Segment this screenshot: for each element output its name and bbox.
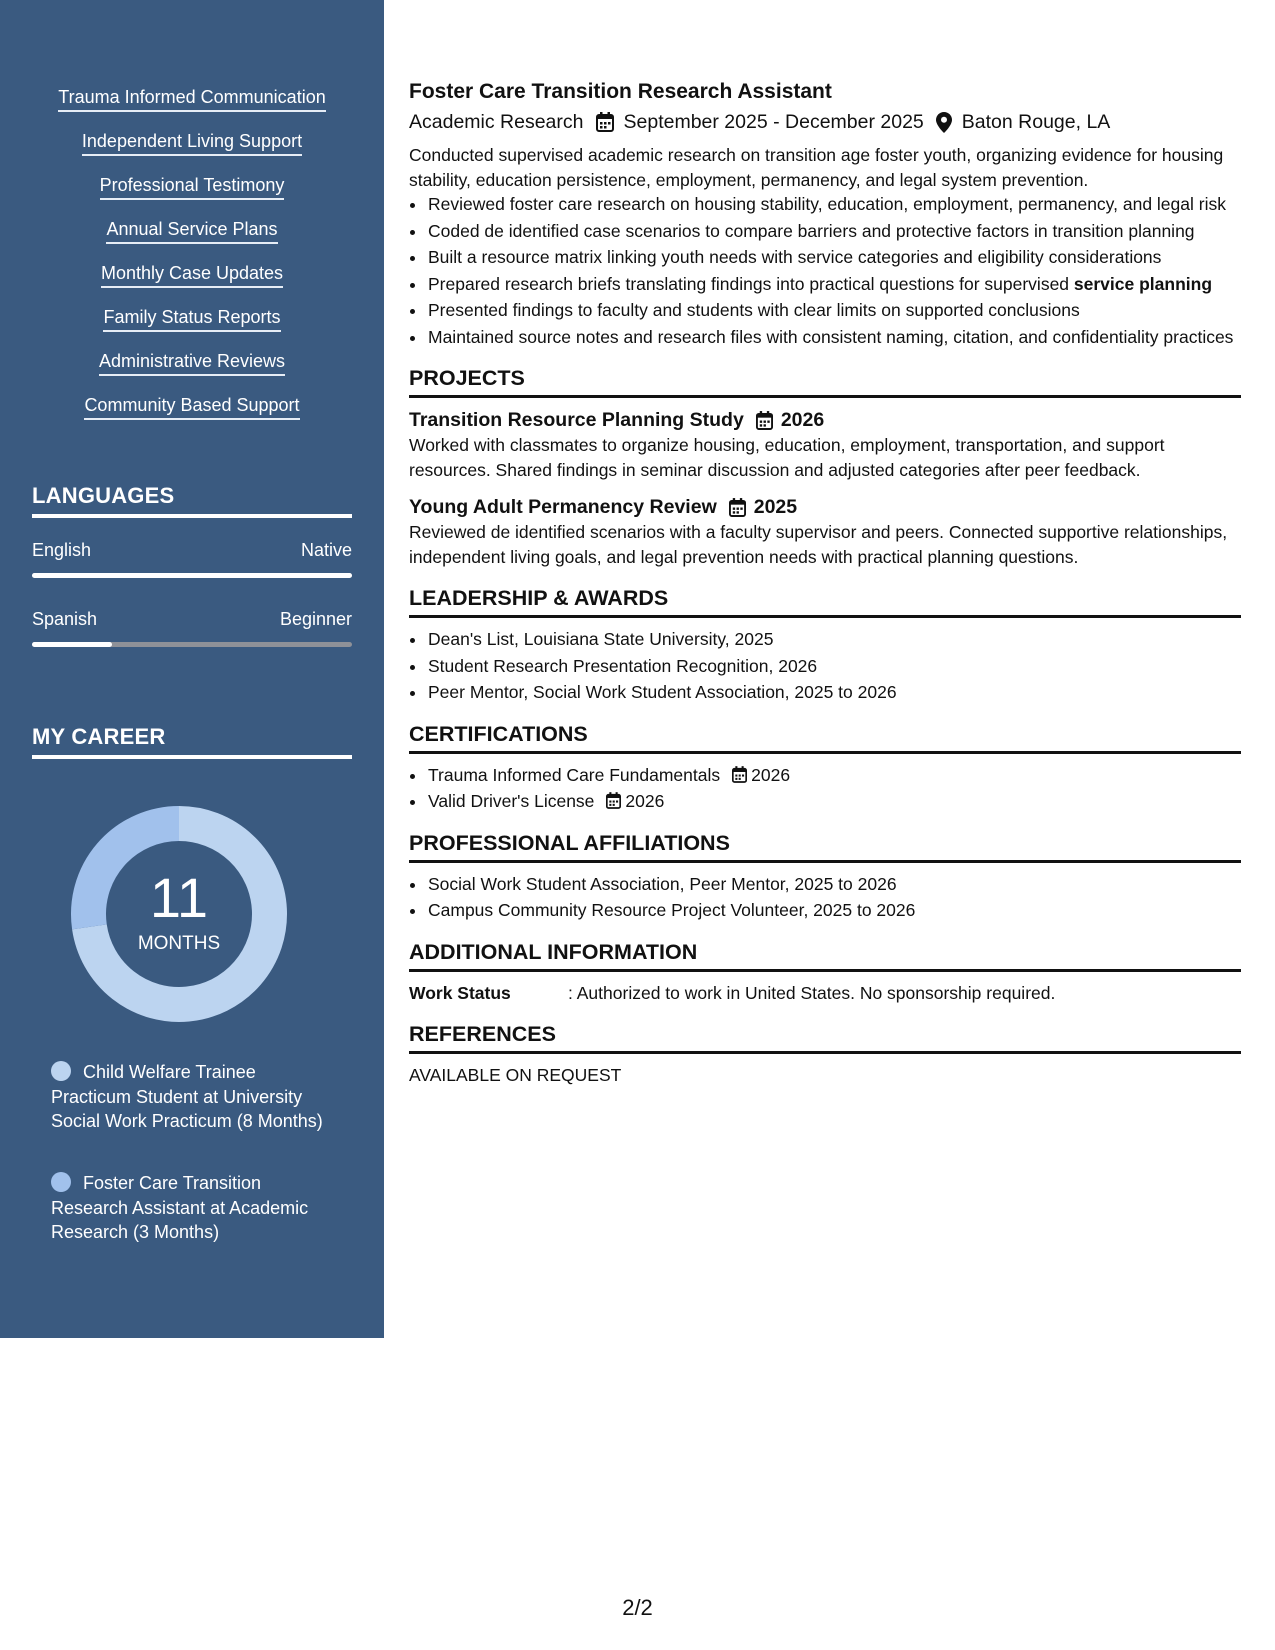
language-level-bar [32, 573, 352, 578]
list-item: • Campus Community Resource Project Volunteer, 2025 to 2026 [427, 898, 1241, 923]
skill-item: Annual Service Plans [106, 218, 277, 244]
language-level-bar [32, 642, 352, 647]
career-item [51, 1060, 331, 1134]
list-item: • Presented findings to faculty and students with clear limits on supported conclusions [427, 298, 1241, 323]
language-name: Spanish [32, 609, 98, 629]
project-title [409, 407, 1241, 433]
main-content [409, 78, 1241, 1087]
list-item: • Built a resource matrix linking youth needs with service categories and eligibility considerations [427, 245, 1241, 270]
work-status-row [409, 981, 1241, 1005]
language-level: Native [300, 540, 352, 560]
career-total-months: 11 [149, 866, 209, 929]
bullet-emphasis: service planning [1073, 273, 1213, 294]
skill-item: Community Based Support [84, 394, 299, 420]
calendar-icon [732, 766, 747, 783]
calendar-icon [606, 792, 621, 809]
project-title [409, 494, 1241, 520]
language-spanish [32, 609, 352, 647]
list-item: • Dean's List, Louisiana State University, 2025 [427, 627, 1241, 652]
sidebar [0, 0, 384, 1338]
section-heading-leadership: LEADERSHIP & AWARDS [409, 585, 1241, 618]
certification-year: 2026 [625, 791, 665, 811]
work-status-label: Work Status [409, 982, 511, 1003]
job-title: Foster Care Transition Research Assistant [409, 80, 832, 103]
skill-item: Administrative Reviews [99, 350, 285, 376]
certification-name: Valid Driver's License [428, 791, 595, 811]
project-description: Reviewed de identified scenarios with a faculty supervisor and peers. Connected supportive relationships, independent living goals, and legal prevention needs with practical planning questions. [409, 522, 1228, 567]
references-text: AVAILABLE ON REQUEST [409, 1064, 622, 1085]
certifications-list [409, 763, 1241, 814]
job-dates: September 2025 - December 2025 [623, 111, 924, 133]
section-heading-affiliations: PROFESSIONAL AFFILIATIONS [409, 830, 1241, 863]
career-total-unit: MONTHS [137, 933, 221, 954]
list-item [427, 763, 1241, 788]
list-item: • Student Research Presentation Recognition, 2026 [427, 654, 1241, 679]
project-year: 2026 [780, 409, 825, 431]
section-heading-certifications: CERTIFICATIONS [409, 721, 1241, 754]
career-item-text: Child Welfare Trainee Practicum Student at University Social Work Practicum (8 Months) [51, 1062, 323, 1131]
company: Academic Research [409, 111, 584, 133]
career-legend-dot [51, 1061, 71, 1081]
project-description: Worked with classmates to organize housing, education, employment, transportation, and support resources. Shared findings in seminar discussion and adjusted categories after peer feedback. [409, 435, 1165, 480]
job-bullets [409, 192, 1241, 349]
certification-name: Trauma Informed Care Fundamentals [428, 764, 721, 785]
calendar-icon [756, 411, 773, 430]
skills-list [0, 86, 384, 438]
calendar-icon [596, 112, 614, 132]
list-item [427, 272, 1241, 297]
list-item: • Reviewed foster care research on housing stability, education, employment, permanency, and legal risk [427, 192, 1241, 217]
career-legend-dot [51, 1172, 71, 1192]
career-item-text: Foster Care Transition Research Assistant at Academic Research (3 Months) [51, 1173, 309, 1242]
job-meta [409, 109, 1241, 135]
job-summary: Conducted supervised academic research on transition age foster youth, organizing evidence for housing stability, education persistence, employment, permanency, and legal system prevention. [409, 145, 1224, 190]
work-status-value: : Authorized to work in United States. No sponsorship required. [568, 982, 1056, 1003]
section-heading-projects: PROJECTS [409, 365, 1241, 398]
list-item: • Coded de identified case scenarios to compare barriers and protective factors in transition planning [427, 219, 1241, 244]
project-name: Young Adult Permanency Review [409, 496, 717, 518]
location-pin-icon [936, 112, 952, 133]
job-location: Baton Rouge, LA [961, 111, 1111, 133]
bullet-text: Prepared research briefs translating findings into practical questions for supervised [428, 273, 1074, 294]
section-heading-references: REFERENCES [409, 1021, 1241, 1054]
language-name: English [32, 540, 92, 560]
certification-year: 2026 [751, 764, 791, 785]
leadership-list [409, 627, 1241, 705]
language-level: Beginner [279, 609, 352, 629]
list-item [427, 789, 1241, 814]
list-item: • Maintained source notes and research files with consistent naming, citation, and confidentiality practices [427, 325, 1241, 350]
career-heading: MY CAREER [32, 724, 352, 759]
skill-item: Professional Testimony [100, 174, 285, 200]
page-number: 2/2 [622, 1595, 653, 1620]
skill-item: Family Status Reports [103, 306, 280, 332]
skill-item: Trauma Informed Communication [58, 86, 325, 112]
skill-item: Independent Living Support [82, 130, 302, 156]
calendar-icon [729, 498, 746, 517]
project-name: Transition Resource Planning Study [409, 409, 744, 431]
section-heading-additional: ADDITIONAL INFORMATION [409, 939, 1241, 972]
career-item [51, 1171, 331, 1245]
list-item: • Peer Mentor, Social Work Student Association, 2025 to 2026 [427, 680, 1241, 705]
project-year: 2025 [753, 496, 798, 518]
language-english [32, 540, 352, 578]
languages-heading: LANGUAGES [32, 483, 352, 518]
affiliations-list [409, 872, 1241, 923]
list-item: • Social Work Student Association, Peer Mentor, 2025 to 2026 [427, 872, 1241, 897]
skill-item: Monthly Case Updates [101, 262, 283, 288]
language-level-fill [32, 642, 112, 647]
language-level-fill [32, 573, 352, 578]
